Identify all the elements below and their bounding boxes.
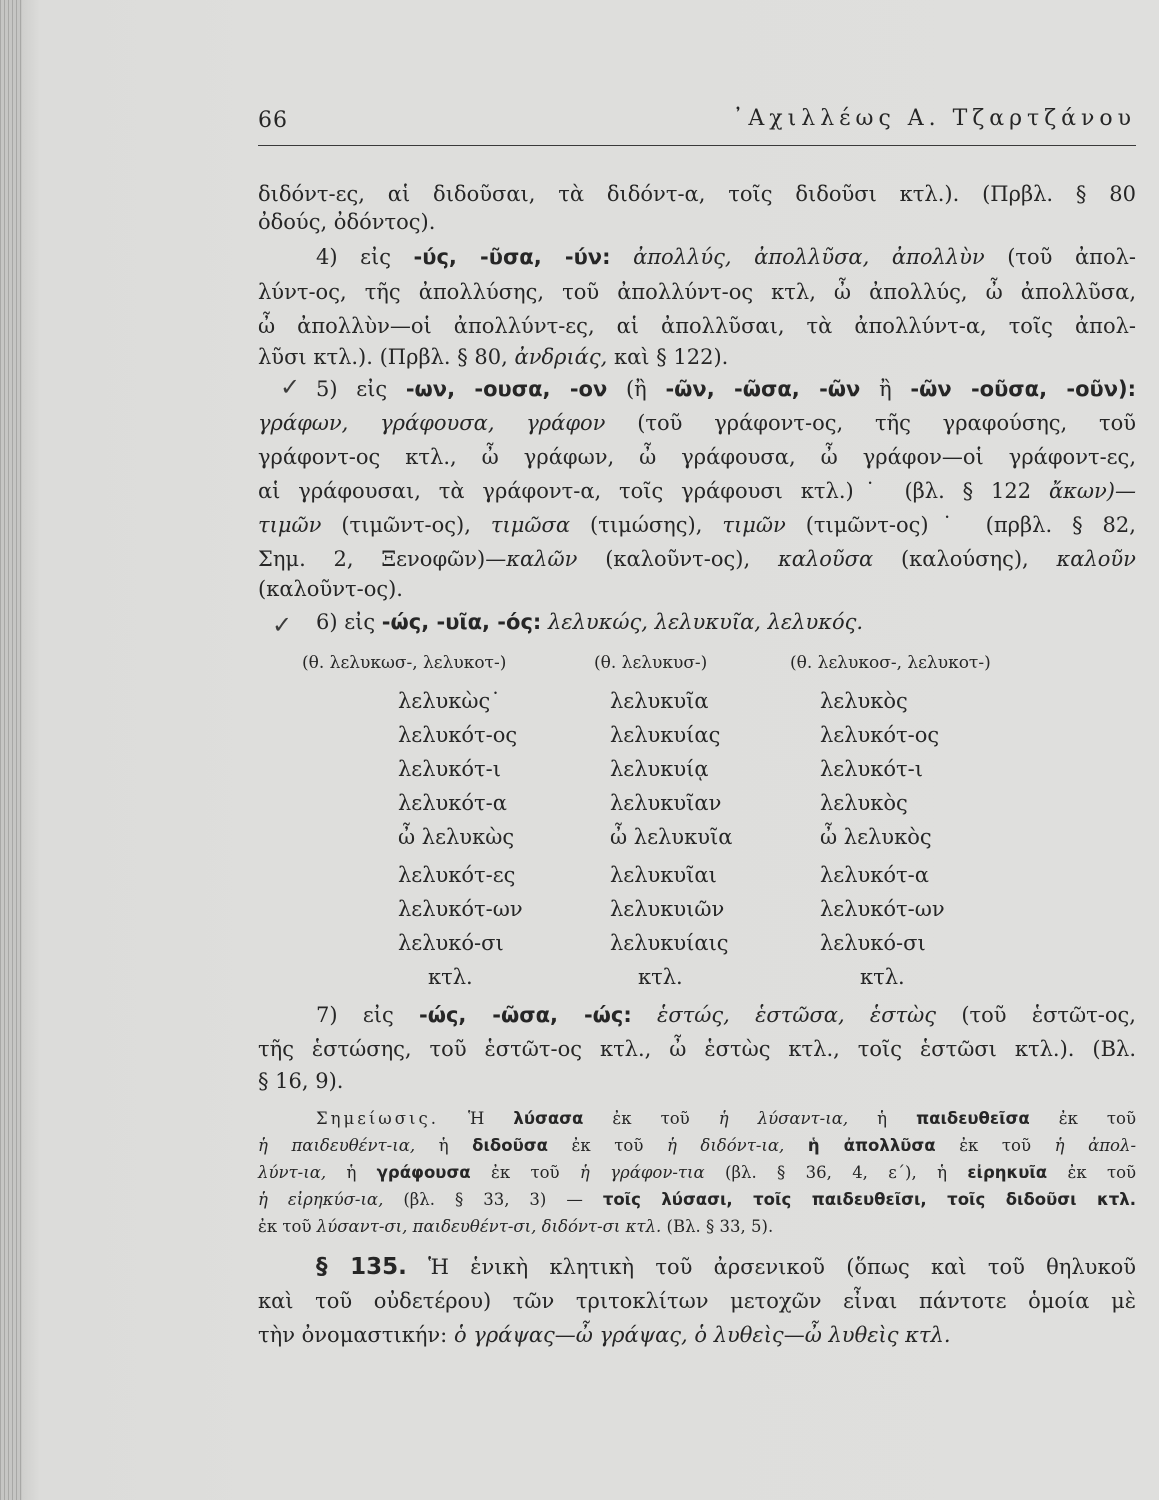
paradigm-masculine-singular bbox=[398, 684, 517, 854]
note-line: Σημείωσις. Ἡ λύσασα ἐκ τοῦ ἡ λύσαντ-ια, ἡ παιδευθεῖσα ἐκ τοῦ bbox=[316, 1109, 1137, 1128]
column-header: (θ. λελυκυσ-) bbox=[594, 653, 708, 673]
table-cell: λελυκυῖαι bbox=[610, 863, 717, 887]
paradigm-neuter-plural bbox=[820, 858, 945, 994]
table-cell: λελυκότ-ι bbox=[398, 757, 501, 781]
running-title: ᾿Αχιλλέως Α. Τζαρτζάνου bbox=[732, 106, 1136, 131]
table-cell: λελυκυίαις bbox=[610, 931, 729, 955]
table-cell: λελυκότ-ος bbox=[820, 723, 940, 747]
note-line: ἡ εἰρηκύσ-ια, (βλ. § 33, 3) — τοῖς λύσασι, τοῖς παιδευθεῖσι, τοῖς διδοῦσι κτλ. bbox=[258, 1190, 1137, 1209]
paradigm-masculine-plural bbox=[398, 858, 523, 994]
text-line: τιμῶν (τιμῶντ-ος), τιμῶσα (τιμώσης), τιμῶν (τιμῶντ-ος)˙ (πρβλ. § 82, bbox=[258, 513, 1136, 537]
table-cell: κτλ. bbox=[638, 965, 683, 989]
text-line: τῆς ἑστώσης, τοῦ ἑστῶτ-ος κτλ., ὦ ἑστὼς κτλ., τοῖς ἑστῶσι κτλ.). (Βλ. bbox=[258, 1037, 1136, 1061]
text-line: ὦ ἀπολλὺν—οἱ ἀπολλύντ-ες, αἱ ἀπολλῦσαι, τὰ ἀπολλύντ-α, τοῖς ἀπολ- bbox=[258, 314, 1136, 338]
table-cell: λελυκότ-α bbox=[820, 863, 929, 887]
note-line: ἡ παιδευθέντ-ια, ἡ διδοῦσα ἐκ τοῦ ἡ διδόντ-ια, ἡ ἀπολλῦσα ἐκ τοῦ ἡ ἀπολ- bbox=[258, 1136, 1137, 1155]
running-header bbox=[258, 104, 1136, 144]
text-line: διδόντ-ες, αἱ διδοῦσαι, τὰ διδόντ-α, τοῖς διδοῦσι κτλ.). (Πρβλ. § 80 bbox=[258, 182, 1136, 206]
table-cell: λελυκότ-ες bbox=[398, 863, 516, 887]
table-cell: λελυκυῖα bbox=[610, 689, 709, 713]
paradigm-feminine-plural bbox=[610, 858, 729, 994]
note-line: λύντ-ια, ἡ γράφουσα ἐκ τοῦ ἡ γράφον-τια (βλ. § 36, 4, ε΄), ἡ εἰρηκυῖα ἐκ τοῦ bbox=[258, 1163, 1137, 1182]
table-cell: λελυκυῖαν bbox=[610, 791, 722, 815]
table-cell: λελυκότ-ων bbox=[820, 897, 945, 921]
item-4-line-1: 4) εἰς -ύς, -ῦσα, -ύν: ἀπολλύς, ἀπολλῦσα, ἀπολλὺν (τοῦ ἀπολ- bbox=[316, 245, 1136, 269]
check-mark-icon: ✓ bbox=[272, 611, 293, 639]
paradigm-feminine-singular bbox=[610, 684, 732, 854]
table-cell: κτλ. bbox=[860, 965, 905, 989]
table-cell: ὦ λελυκυῖα bbox=[610, 825, 733, 849]
text-line: ὀδούς, ὀδόντος). bbox=[258, 210, 436, 234]
table-cell: ὦ λελυκὼς bbox=[398, 825, 515, 849]
text-line: (καλοῦντ-ος). bbox=[258, 577, 403, 601]
item-6-line: 6) εἰς -ώς, -υῖα, -ός: λελυκώς, λελυκυῖα, λελυκός. bbox=[316, 610, 864, 634]
header-rule bbox=[258, 145, 1136, 146]
table-cell: λελυκότ-α bbox=[398, 791, 507, 815]
note-line: ἐκ τοῦ λύσαντ-σι, παιδευθέντ-σι, διδόντ-σι κτλ. (Βλ. § 33, 5). bbox=[258, 1217, 774, 1236]
column-header: (θ. λελυκωσ-, λελυκοτ-) bbox=[302, 653, 507, 673]
text-line: λύντ-ος, τῆς ἀπολλύσης, τοῦ ἀπολλύντ-ος κτλ, ὦ ἀπολλύς, ὦ ἀπολλῦσα, bbox=[258, 280, 1136, 304]
table-cell: λελυκότ-ων bbox=[398, 897, 523, 921]
text-line: § 16, 9). bbox=[258, 1069, 344, 1093]
text-line: καὶ τοῦ οὐδετέρου) τῶν τριτοκλίτων μετοχῶν εἶναι πάντοτε ὁμοία μὲ bbox=[258, 1289, 1136, 1313]
column-header: (θ. λελυκοσ-, λελυκοτ-) bbox=[790, 653, 991, 673]
item-5-line-1: 5) εἰς -ων, -ουσα, -ον (ἢ -ῶν, -ῶσα, -ῶν ἢ -ῶν -οῦσα, -οῦν): bbox=[316, 377, 1136, 401]
table-cell: λελυκὼς˙ bbox=[398, 689, 501, 713]
table-cell: λελυκυίας bbox=[610, 723, 721, 747]
text-line: αἱ γράφουσαι, τὰ γράφοντ-α, τοῖς γράφουσι κτλ.)˙ (βλ. § 122 ἄκων)— bbox=[258, 479, 1136, 503]
text-line: λῦσι κτλ.). (Πρβλ. § 80, ἀνδριάς, καὶ § 122). bbox=[258, 345, 729, 369]
table-cell: λελυκὸς bbox=[820, 689, 908, 713]
table-cell: λελυκυίᾳ bbox=[610, 757, 709, 781]
paradigm-neuter-singular bbox=[820, 684, 939, 854]
page-number: 66 bbox=[258, 108, 288, 133]
text-line: γράφοντ-ος κτλ., ὦ γράφων, ὦ γράφουσα, ὦ γράφον—οἱ γράφοντ-ες, bbox=[258, 445, 1136, 469]
table-cell: λελυκότ-ι bbox=[820, 757, 923, 781]
table-cell: λελυκυιῶν bbox=[610, 897, 725, 921]
table-cell: κτλ. bbox=[428, 965, 473, 989]
table-cell: λελυκό-σι bbox=[820, 931, 926, 955]
table-cell: λελυκότ-ος bbox=[398, 723, 518, 747]
check-mark-icon: ✓ bbox=[280, 373, 301, 401]
table-cell: λελυκό-σι bbox=[398, 931, 504, 955]
table-cell: ὦ λελυκὸς bbox=[820, 825, 932, 849]
section-135-line-1: § 135. Ἡ ἑνικὴ κλητικὴ τοῦ ἀρσενικοῦ (ὅπως καὶ τοῦ θηλυκοῦ bbox=[316, 1254, 1136, 1280]
text-line: γράφων, γράφουσα, γράφον (τοῦ γράφοντ-ος, τῆς γραφούσης, τοῦ bbox=[258, 411, 1136, 435]
text-line: Σημ. 2, Ξενοφῶν)—καλῶν (καλοῦντ-ος), καλοῦσα (καλούσης), καλοῦν bbox=[258, 547, 1136, 571]
text-line: τὴν ὀνομαστικήν: ὁ γράψας—ὦ γράψας, ὁ λυθεὶς—ὦ λυθεὶς κτλ. bbox=[258, 1323, 951, 1347]
table-cell: λελυκὸς bbox=[820, 791, 908, 815]
item-7-line-1: 7) εἰς -ώς, -ῶσα, -ώς: ἑστώς, ἑστῶσα, ἑστὼς (τοῦ ἑστῶτ-ος, bbox=[316, 1003, 1136, 1027]
